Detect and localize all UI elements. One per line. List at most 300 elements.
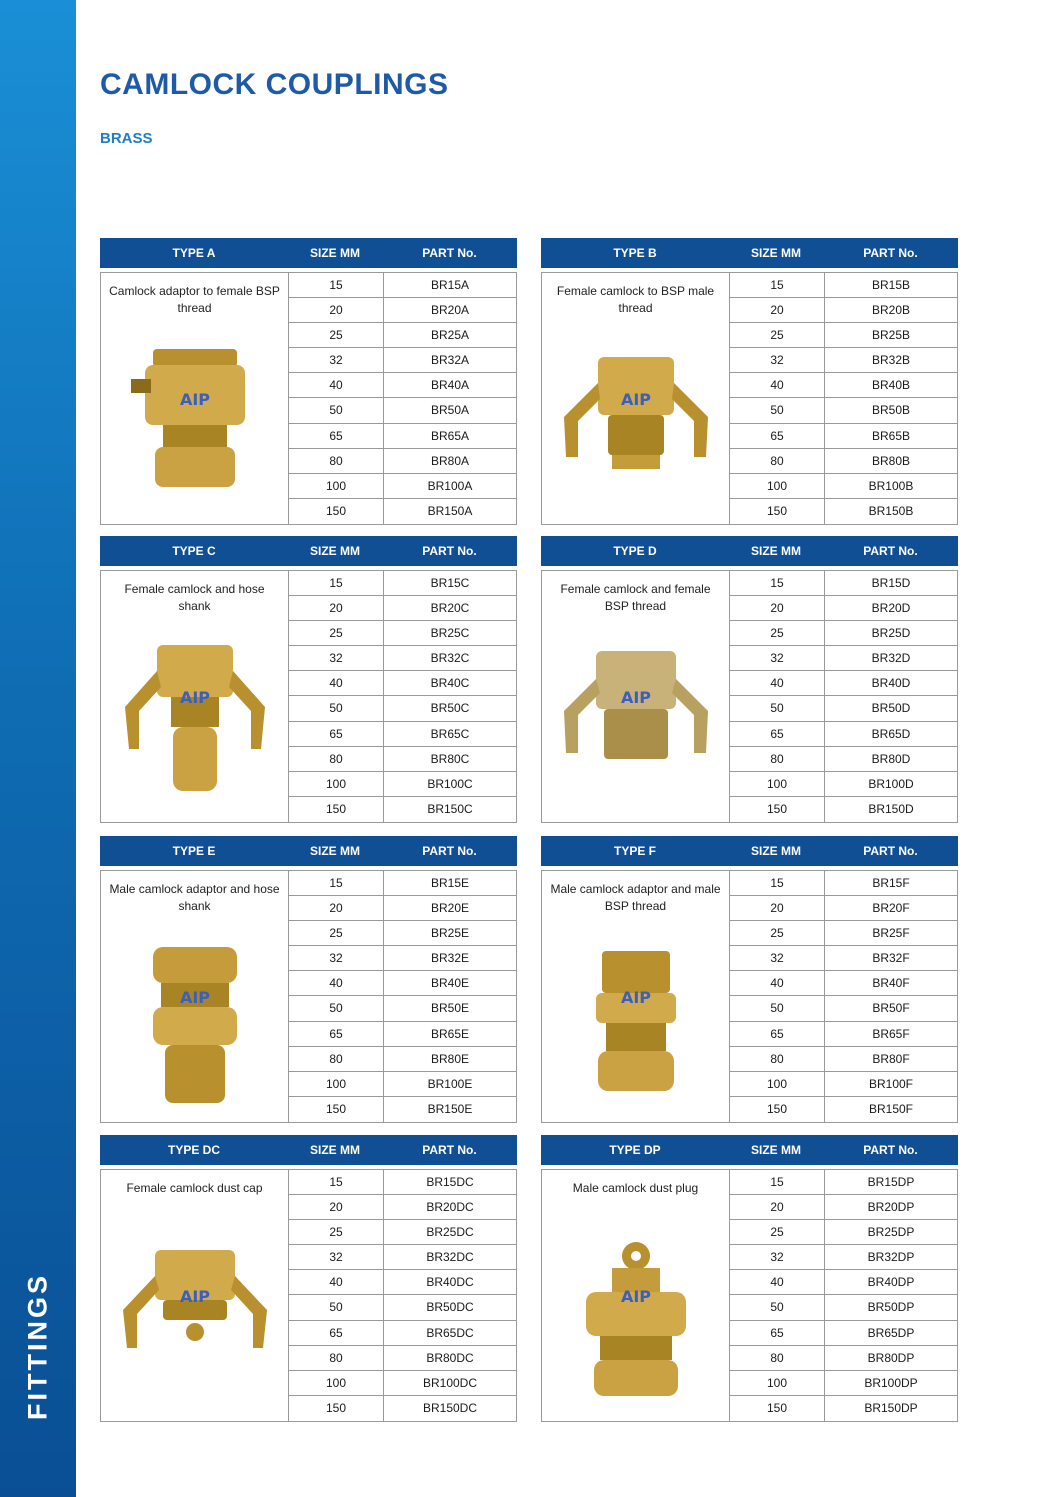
type-header: TYPE DP	[609, 1143, 661, 1157]
size-cell: 80	[730, 747, 825, 771]
size-part-table	[289, 273, 516, 524]
part-number-cell: BR40A	[430, 378, 470, 393]
table-row	[730, 671, 957, 696]
size-cell: 100	[730, 1072, 825, 1096]
aip-logo-text: AIP	[620, 688, 652, 707]
size-cell: 80	[289, 1047, 384, 1071]
panel-header	[541, 238, 958, 268]
size-cell: 80	[289, 1346, 384, 1370]
size-cell: 100	[289, 1371, 384, 1395]
table-row	[289, 971, 516, 996]
table-row	[730, 1371, 957, 1396]
part-number-cell: BR50C	[430, 701, 470, 716]
table-row	[289, 621, 516, 646]
part-number-cell: BR80F	[872, 1051, 910, 1066]
size-cell: 32	[730, 646, 825, 670]
size-cell: 15	[289, 273, 384, 297]
part-number-cell: BR100B	[868, 478, 914, 493]
product-description: Male camlock adaptor and hose shank	[109, 882, 280, 913]
table-row	[730, 996, 957, 1021]
part-number-cell: BR100E	[427, 1076, 473, 1091]
size-part-table	[730, 273, 957, 524]
table-row	[730, 1396, 957, 1421]
size-cell: 150	[289, 499, 384, 524]
panel-header	[100, 238, 517, 268]
table-row	[289, 1346, 516, 1371]
table-row	[730, 1245, 957, 1270]
part-number-cell: BR65D	[871, 726, 911, 741]
part-number-cell: BR25A	[430, 328, 470, 343]
panel-body	[541, 272, 958, 525]
size-cell: 80	[289, 449, 384, 473]
part-number-cell: BR80DP	[867, 1350, 915, 1365]
table-row	[289, 797, 516, 822]
panel-body	[100, 1169, 517, 1422]
size-header: SIZE MM	[751, 544, 801, 558]
part-number-cell: BR40F	[872, 976, 910, 991]
part-number-cell: BR150B	[868, 503, 914, 518]
table-row	[289, 449, 516, 474]
part-number-cell: BR80C	[430, 751, 470, 766]
panel-body	[100, 272, 517, 525]
table-row	[289, 1245, 516, 1270]
part-number-cell: BR65A	[430, 428, 470, 443]
camlock-type-a-icon	[115, 339, 275, 514]
part-number-cell: BR150F	[868, 1101, 914, 1116]
side-bar	[0, 0, 76, 1497]
panel-header	[100, 1135, 517, 1165]
description-cell	[542, 273, 730, 524]
part-number-cell: BR25C	[430, 626, 470, 641]
size-cell: 65	[289, 424, 384, 448]
size-part-table	[289, 871, 516, 1122]
table-row	[730, 424, 957, 449]
size-cell: 150	[730, 1097, 825, 1122]
part-number-cell: BR150C	[427, 801, 473, 816]
table-row	[289, 571, 516, 596]
table-row	[730, 1097, 957, 1122]
table-row	[289, 1195, 516, 1220]
camlock-type-e-icon	[115, 937, 275, 1112]
size-cell: 15	[289, 1170, 384, 1194]
part-number-cell: BR100C	[427, 776, 473, 791]
size-cell: 50	[289, 1295, 384, 1319]
size-cell: 40	[730, 971, 825, 995]
product-description: Male camlock adaptor and male BSP thread	[550, 882, 721, 913]
size-cell: 150	[730, 1396, 825, 1421]
part-header: PART No.	[422, 544, 477, 558]
part-number-cell: BR65DP	[867, 1325, 915, 1340]
size-cell: 15	[730, 571, 825, 595]
table-row	[730, 946, 957, 971]
size-cell: 80	[730, 1346, 825, 1370]
size-cell: 50	[289, 398, 384, 422]
table-row	[289, 1396, 516, 1421]
part-number-cell: BR20F	[872, 901, 910, 916]
table-row	[730, 499, 957, 524]
size-part-table	[730, 871, 957, 1122]
panel-body	[541, 570, 958, 823]
part-number-cell: BR15D	[871, 576, 911, 590]
part-number-cell: BR20DP	[867, 1200, 915, 1215]
size-cell: 20	[289, 1195, 384, 1219]
part-number-cell: BR50B	[871, 403, 911, 418]
table-row	[730, 1346, 957, 1371]
part-number-cell: BR32C	[430, 651, 470, 666]
table-row	[289, 1072, 516, 1097]
part-number-cell: BR65B	[871, 428, 911, 443]
table-row	[730, 696, 957, 721]
table-row	[289, 273, 516, 298]
product-description: Female camlock and hose shank	[124, 582, 265, 613]
size-cell: 65	[730, 1022, 825, 1046]
table-row	[289, 871, 516, 896]
size-cell: 40	[730, 671, 825, 695]
size-cell: 50	[289, 996, 384, 1020]
size-cell: 15	[730, 273, 825, 297]
size-cell: 40	[289, 971, 384, 995]
size-cell: 25	[730, 921, 825, 945]
part-number-cell: BR32D	[871, 651, 911, 666]
aip-logo-text: AIP	[620, 988, 652, 1007]
part-number-cell: BR150E	[427, 1101, 473, 1116]
size-cell: 32	[730, 1245, 825, 1269]
part-number-cell: BR150D	[868, 801, 914, 816]
type-header: TYPE A	[172, 246, 216, 260]
size-part-table	[730, 571, 957, 822]
part-number-cell: BR15E	[430, 876, 470, 890]
size-cell: 50	[289, 696, 384, 720]
table-row	[730, 1195, 957, 1220]
table-row	[730, 273, 957, 298]
table-row	[289, 747, 516, 772]
size-cell: 20	[730, 1195, 825, 1219]
size-cell: 40	[730, 373, 825, 397]
camlock-type-dp-icon	[556, 1236, 716, 1411]
table-row	[289, 298, 516, 323]
part-number-cell: BR25D	[871, 626, 911, 641]
size-cell: 80	[730, 1047, 825, 1071]
size-cell: 65	[289, 1321, 384, 1345]
size-header: SIZE MM	[310, 844, 360, 858]
size-cell: 15	[730, 871, 825, 895]
part-number-cell: BR65DC	[426, 1325, 474, 1340]
table-row	[730, 871, 957, 896]
table-row	[730, 373, 957, 398]
panel-type-e	[100, 836, 517, 1116]
table-row	[730, 398, 957, 423]
table-row	[730, 1170, 957, 1195]
product-description: Female camlock to BSP male thread	[556, 284, 715, 315]
size-cell: 100	[289, 474, 384, 498]
part-number-cell: BR32B	[871, 353, 911, 368]
size-header: SIZE MM	[751, 246, 801, 260]
table-row	[289, 722, 516, 747]
aip-logo-text: AIP	[179, 688, 211, 707]
table-row	[730, 1022, 957, 1047]
camlock-type-f-icon	[556, 937, 716, 1112]
part-number-cell: BR150A	[427, 503, 473, 518]
panel-type-b	[541, 238, 958, 518]
table-row	[730, 449, 957, 474]
part-number-cell: BR32E	[430, 951, 470, 966]
size-cell: 65	[289, 722, 384, 746]
camlock-type-b-icon	[556, 339, 716, 514]
size-cell: 50	[730, 398, 825, 422]
part-number-cell: BR15C	[430, 576, 470, 590]
part-number-cell: BR80DC	[426, 1350, 474, 1365]
product-description: Female camlock dust cap	[126, 1181, 263, 1195]
page-subtitle: BRASS	[100, 130, 153, 147]
description-cell	[542, 871, 730, 1122]
panel-type-dc	[100, 1135, 517, 1415]
size-cell: 40	[289, 373, 384, 397]
table-row	[289, 424, 516, 449]
table-row	[730, 971, 957, 996]
part-number-cell: BR25B	[871, 328, 911, 343]
type-header: TYPE E	[172, 844, 216, 858]
size-cell: 50	[730, 1295, 825, 1319]
table-row	[289, 596, 516, 621]
part-number-cell: BR32DC	[426, 1250, 474, 1265]
part-number-cell: BR80E	[430, 1051, 470, 1066]
part-header: PART No.	[422, 246, 477, 260]
table-row	[730, 921, 957, 946]
part-number-cell: BR20DC	[426, 1200, 474, 1215]
size-cell: 40	[289, 671, 384, 695]
part-number-cell: BR40E	[430, 976, 470, 991]
size-cell: 100	[730, 772, 825, 796]
size-part-table	[289, 571, 516, 822]
size-cell: 32	[730, 946, 825, 970]
table-row	[730, 348, 957, 373]
size-header: SIZE MM	[310, 1143, 360, 1157]
panel-body	[100, 570, 517, 823]
size-cell: 100	[730, 474, 825, 498]
size-cell: 15	[289, 871, 384, 895]
part-number-cell: BR65C	[430, 726, 470, 741]
size-cell: 65	[289, 1022, 384, 1046]
table-row	[730, 747, 957, 772]
part-number-cell: BR50DP	[867, 1300, 915, 1315]
part-number-cell: BR80D	[871, 751, 911, 766]
size-cell: 150	[289, 797, 384, 822]
size-cell: 80	[730, 449, 825, 473]
panel-type-c	[100, 536, 517, 816]
part-number-cell: BR50E	[430, 1001, 470, 1016]
size-cell: 20	[289, 298, 384, 322]
camlock-type-dc-icon	[115, 1236, 275, 1411]
size-cell: 150	[730, 797, 825, 822]
size-cell: 32	[730, 348, 825, 372]
table-row	[730, 596, 957, 621]
table-row	[289, 348, 516, 373]
part-number-cell: BR20A	[430, 303, 470, 318]
side-label: FITTINGS	[22, 1273, 53, 1420]
table-row	[289, 996, 516, 1021]
part-number-cell: BR100DC	[422, 1375, 478, 1390]
part-number-cell: BR40D	[871, 676, 911, 691]
description-cell	[101, 1170, 289, 1421]
size-cell: 25	[289, 1220, 384, 1244]
size-cell: 100	[289, 772, 384, 796]
size-header: SIZE MM	[751, 844, 801, 858]
table-row	[289, 646, 516, 671]
table-row	[289, 1170, 516, 1195]
panel-header	[100, 836, 517, 866]
table-row	[289, 671, 516, 696]
part-number-cell: BR50A	[430, 403, 470, 418]
table-row	[289, 1220, 516, 1245]
table-row	[289, 323, 516, 348]
table-row	[730, 1047, 957, 1072]
table-row	[730, 323, 957, 348]
aip-logo-text: AIP	[620, 1287, 652, 1306]
size-cell: 80	[289, 747, 384, 771]
table-row	[730, 474, 957, 499]
part-number-cell: BR65F	[872, 1026, 910, 1041]
table-row	[730, 797, 957, 822]
panel-header	[100, 536, 517, 566]
part-header: PART No.	[422, 1143, 477, 1157]
description-cell	[101, 871, 289, 1122]
part-number-cell: BR40C	[430, 676, 470, 691]
size-cell: 20	[730, 298, 825, 322]
size-header: SIZE MM	[751, 1143, 801, 1157]
table-row	[289, 1270, 516, 1295]
table-row	[730, 1295, 957, 1320]
description-cell	[101, 571, 289, 822]
table-row	[730, 896, 957, 921]
size-cell: 150	[730, 499, 825, 524]
table-row	[289, 696, 516, 721]
size-cell: 32	[289, 348, 384, 372]
type-header: TYPE C	[172, 544, 216, 558]
size-cell: 25	[289, 323, 384, 347]
part-number-cell: BR32A	[430, 353, 470, 368]
size-part-table	[730, 1170, 957, 1421]
size-cell: 50	[730, 696, 825, 720]
table-row	[289, 398, 516, 423]
table-row	[289, 921, 516, 946]
part-number-cell: BR25DC	[426, 1225, 474, 1240]
part-number-cell: BR40B	[871, 378, 911, 393]
part-header: PART No.	[863, 1143, 918, 1157]
table-row	[730, 1270, 957, 1295]
panel-body	[541, 870, 958, 1123]
table-row	[289, 896, 516, 921]
part-number-cell: BR32F	[872, 951, 910, 966]
table-row	[730, 1220, 957, 1245]
size-cell: 32	[289, 646, 384, 670]
description-cell	[101, 273, 289, 524]
part-header: PART No.	[863, 844, 918, 858]
table-row	[730, 621, 957, 646]
table-row	[289, 1371, 516, 1396]
table-row	[289, 1097, 516, 1122]
part-number-cell: BR40DC	[426, 1275, 474, 1290]
size-cell: 20	[730, 896, 825, 920]
product-description: Female camlock and female BSP thread	[560, 582, 711, 613]
size-cell: 25	[289, 921, 384, 945]
part-number-cell: BR50F	[872, 1001, 910, 1016]
panel-header	[541, 536, 958, 566]
size-cell: 25	[730, 323, 825, 347]
part-number-cell: BR150DP	[864, 1400, 918, 1415]
size-cell: 15	[730, 1170, 825, 1194]
size-cell: 40	[289, 1270, 384, 1294]
part-number-cell: BR20E	[430, 901, 470, 916]
part-number-cell: BR100D	[868, 776, 914, 791]
description-cell	[542, 1170, 730, 1421]
panel-header	[541, 1135, 958, 1165]
part-number-cell: BR15A	[430, 278, 470, 292]
size-cell: 65	[730, 424, 825, 448]
product-description: Male camlock dust plug	[572, 1181, 699, 1195]
table-row	[730, 722, 957, 747]
part-number-cell: BR25DP	[867, 1225, 915, 1240]
table-row	[289, 474, 516, 499]
panel-type-d	[541, 536, 958, 816]
panel-header	[541, 836, 958, 866]
table-row	[289, 373, 516, 398]
size-cell: 20	[289, 596, 384, 620]
size-cell: 100	[730, 1371, 825, 1395]
table-row	[730, 571, 957, 596]
aip-logo-text: AIP	[179, 988, 211, 1007]
size-cell: 150	[289, 1097, 384, 1122]
part-number-cell: BR100A	[427, 478, 473, 493]
size-part-table	[289, 1170, 516, 1421]
type-header: TYPE B	[613, 246, 657, 260]
part-number-cell: BR50D	[871, 701, 911, 716]
part-number-cell: BR80B	[871, 453, 911, 468]
product-description: Camlock adaptor to female BSP thread	[109, 284, 280, 315]
panel-type-f	[541, 836, 958, 1116]
type-header: TYPE D	[613, 544, 657, 558]
panel-body	[541, 1169, 958, 1422]
size-cell: 15	[289, 571, 384, 595]
part-number-cell: BR65E	[430, 1026, 470, 1041]
part-number-cell: BR50DC	[426, 1300, 474, 1315]
aip-logo-text: AIP	[179, 1287, 211, 1306]
size-cell: 100	[289, 1072, 384, 1096]
part-number-cell: BR20C	[430, 601, 470, 616]
size-header: SIZE MM	[310, 246, 360, 260]
part-header: PART No.	[863, 246, 918, 260]
table-row	[289, 772, 516, 797]
table-row	[289, 1321, 516, 1346]
table-row	[730, 1321, 957, 1346]
table-row	[289, 946, 516, 971]
description-cell	[542, 571, 730, 822]
part-number-cell: BR40DP	[867, 1275, 915, 1290]
size-cell: 50	[730, 996, 825, 1020]
part-number-cell: BR100F	[868, 1076, 914, 1091]
size-cell: 32	[289, 946, 384, 970]
part-number-cell: BR15F	[872, 876, 910, 890]
aip-logo-text: AIP	[620, 390, 652, 409]
table-row	[730, 298, 957, 323]
type-header: TYPE DC	[167, 1143, 220, 1157]
part-number-cell: BR80A	[430, 453, 470, 468]
table-row	[289, 1047, 516, 1072]
size-cell: 20	[289, 896, 384, 920]
size-cell: 25	[730, 621, 825, 645]
size-cell: 25	[289, 621, 384, 645]
part-number-cell: BR150DC	[422, 1400, 478, 1415]
panel-body	[100, 870, 517, 1123]
